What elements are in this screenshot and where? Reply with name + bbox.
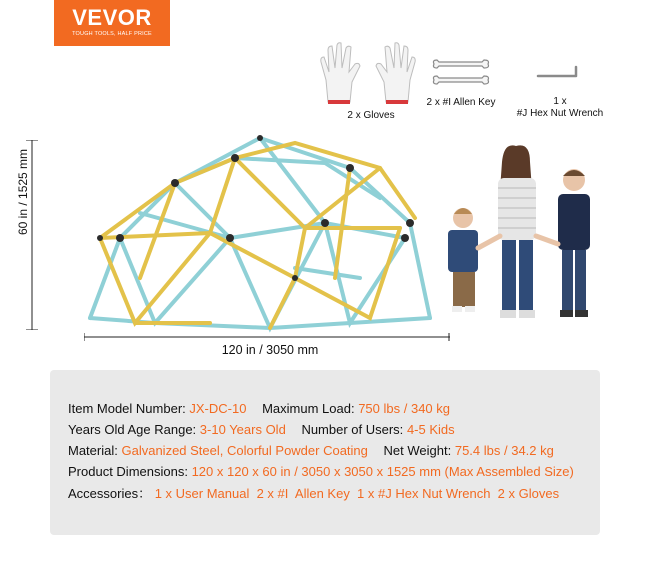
allen-key-icon xyxy=(430,58,492,88)
age-value: 3-10 Years Old xyxy=(199,422,286,437)
height-dimension-label: 60 in / 1525 mm xyxy=(16,148,30,235)
allen-key-label: 2 x #I Allen Key xyxy=(426,97,496,108)
max-load-label: Maximum Load: xyxy=(262,401,355,416)
brand-tagline: TOUGH TOOLS, HALF PRICE xyxy=(72,31,152,37)
hex-nut-wrench-icon xyxy=(536,64,584,84)
width-dimension-label: 120 in / 3050 mm xyxy=(221,343,319,357)
dimensions-value: 120 x 120 x 60 in / 3050 x 3050 x 1525 mm (Max Assembled Size) xyxy=(191,464,574,479)
gloves-icon xyxy=(318,42,418,108)
dimensions-label: Product Dimensions: xyxy=(68,464,188,479)
weight-value: 75.4 lbs / 34.2 kg xyxy=(454,443,554,458)
material-value: Galvanized Steel, Colorful Powder Coating xyxy=(121,443,368,458)
model-value: JX-DC-10 xyxy=(189,401,247,416)
brand-logo xyxy=(54,0,170,46)
brand-name: VEVOR xyxy=(72,5,152,30)
hex-nut-wrench-count: 1 x xyxy=(553,96,567,107)
max-load-value: 750 lbs / 340 kg xyxy=(358,401,450,416)
accessories-value: 1 x User Manual 2 x #I Allen Key 1 x #J Hex Nut Wrench 2 x Gloves xyxy=(154,486,560,501)
model-label: Item Model Number: xyxy=(68,401,186,416)
spec-panel xyxy=(50,370,600,535)
accessories-label: Accessories： xyxy=(68,486,152,501)
gloves-label: 2 x Gloves xyxy=(347,110,395,121)
spec-row-age xyxy=(68,422,455,438)
children-image xyxy=(438,140,598,325)
spec-row-dimensions xyxy=(68,464,574,480)
width-dimension-line xyxy=(84,332,450,342)
users-label: Number of Users: xyxy=(301,422,404,437)
material-label: Material: xyxy=(68,443,118,458)
weight-label: Net Weight: xyxy=(383,443,452,458)
spec-row-accessories xyxy=(68,486,559,502)
geodesic-dome-image xyxy=(80,128,450,338)
age-label: Years Old Age Range: xyxy=(68,422,197,437)
users-value: 4-5 Kids xyxy=(406,422,455,437)
hex-nut-wrench-label: #J Hex Nut Wrench xyxy=(516,108,604,119)
spec-row-material xyxy=(68,443,554,459)
spec-row-model xyxy=(68,401,450,417)
